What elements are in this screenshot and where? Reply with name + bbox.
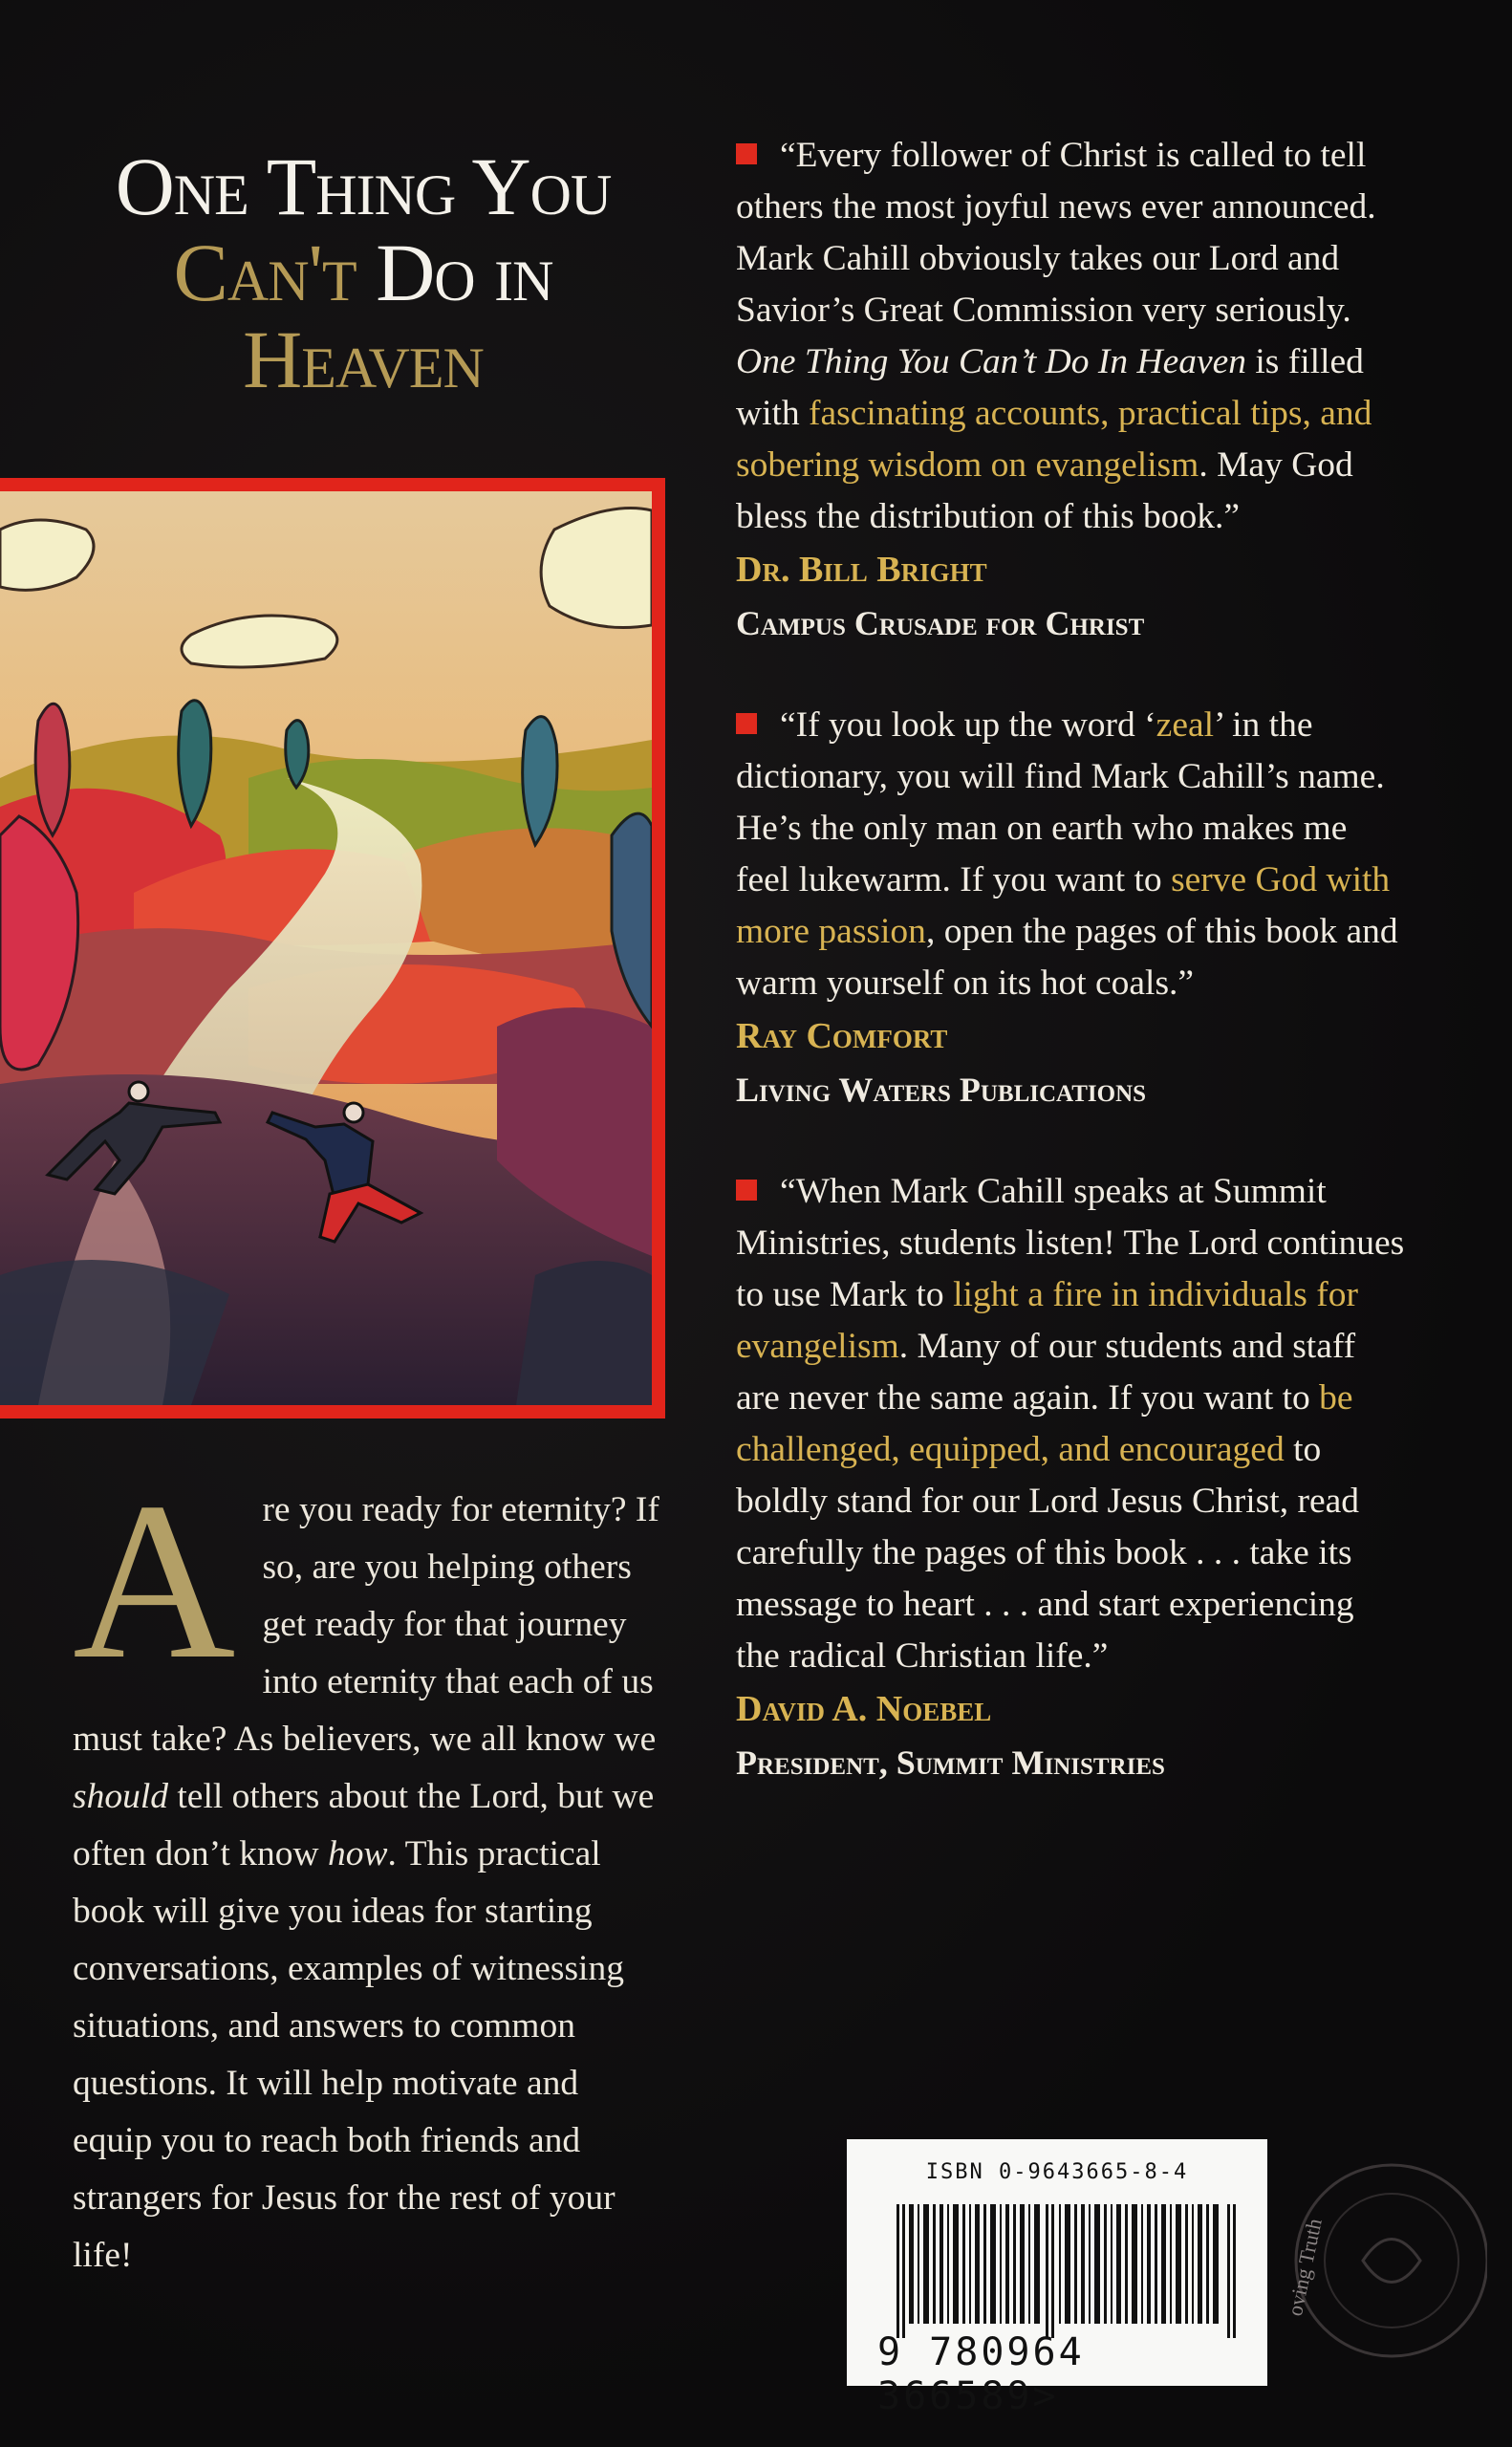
barcode-digit-text: 9 780964 366589 [877, 2330, 1085, 2418]
quote-text: “Every follower of Christ is called to tell others the most joyful news ever announced. Mark Cahill obviously takes our Lord and Savior’s Great Commission very seriously. [736, 136, 1376, 330]
quote-highlight: be challenged, equipped, and encouraged [736, 1378, 1353, 1469]
endorsement-comfort [736, 700, 1405, 1116]
publisher-seal-icon [1267, 2151, 1487, 2371]
isbn-barcode [847, 2139, 1267, 2418]
quote-book-title: One Thing You Can’t Do In Heaven [736, 342, 1247, 381]
red-square-bullet [736, 143, 757, 164]
quote-organization: Living Waters Publications [736, 1071, 1147, 1109]
red-square-bullet [736, 1180, 757, 1201]
red-square-bullet [736, 713, 757, 734]
quote-author: David A. Noebel [736, 1689, 992, 1729]
intro-text-3: . This practical book will give you ideas for starting conversations, examples of witnessing situations, and answers to common questions. It will help motivate and equip you to reach both friends and strangers for Jesus for the rest of your life! [73, 1834, 624, 2275]
intro-emphasis-should: should [73, 1777, 169, 1816]
quote-highlight: fascinating accounts, practical tips, and sobering wisdom on evangelism [736, 394, 1372, 485]
quote-text: . May God bless the distribution of this book.” [736, 445, 1353, 536]
quote-highlight: light a fire in individuals for evangelism [736, 1275, 1358, 1366]
quote-text: , open the pages of this book and warm yourself on its hot coals.” [736, 912, 1398, 1003]
book-title [57, 141, 669, 405]
intro-emphasis-how: how [328, 1834, 388, 1873]
endorsements [736, 130, 1405, 1839]
quote-text: to boldly stand for our Lord Jesus Christ, read carefully the pages of this book . . . take its message to heart . . . and start experiencing the radical Christian life.” [736, 1430, 1359, 1676]
endorsement-bright [736, 130, 1405, 650]
endorsement-noebel [736, 1166, 1405, 1789]
intro-text-1: re you ready for eternity? If so, are you helping others get ready for that journey into eternity that each of us must take? As believers, we all know we [73, 1490, 659, 1759]
barcode-digits [877, 2330, 1267, 2418]
quote-text: ’ in the dictionary, you will find Mark Cahill’s name. He’s the only man on earth who makes me feel lukewarm. If you want to [736, 705, 1385, 899]
quote-highlight: zeal [1156, 705, 1215, 745]
quote-organization: Campus Crusade for Christ [736, 604, 1145, 642]
barcode-bars [896, 2204, 1241, 2338]
landscape-illustration [0, 491, 652, 1405]
title-do-in: Do in [356, 227, 553, 319]
barcode-arrow: > [1032, 2374, 1059, 2418]
drop-cap: A [73, 1457, 236, 1706]
quote-author: Ray Comfort [736, 1016, 948, 1056]
quote-text: is filled with [736, 342, 1364, 433]
cover-artwork [0, 478, 665, 1418]
quote-highlight: serve God with more passion [736, 860, 1391, 951]
quote-text: “When Mark Cahill speaks at Summit Ministries, students listen! The Lord continues to use Mark to [736, 1172, 1405, 1314]
isbn-number: ISBN 0-9643665-8-4 [925, 2160, 1189, 2184]
intro-paragraph [73, 1457, 665, 2285]
title-cant: Can't [173, 227, 356, 319]
quote-author: Dr. Bill Bright [736, 550, 987, 590]
quote-text: . Many of our students and staff are never the same again. If you want to [736, 1327, 1356, 1418]
quote-organization: President, Summit Ministries [736, 1743, 1165, 1782]
barcode-stripes [896, 2204, 1236, 2338]
intro-text-2: tell others about the Lord, but we often don’t know [73, 1777, 655, 1873]
title-line-2 [57, 227, 669, 319]
seal-text: oving Truth [1282, 2216, 1327, 2318]
title-line-3: Heaven [243, 313, 484, 405]
title-line-1: One Thing You [115, 141, 612, 232]
quote-text: “If you look up the word ‘ [780, 705, 1156, 745]
